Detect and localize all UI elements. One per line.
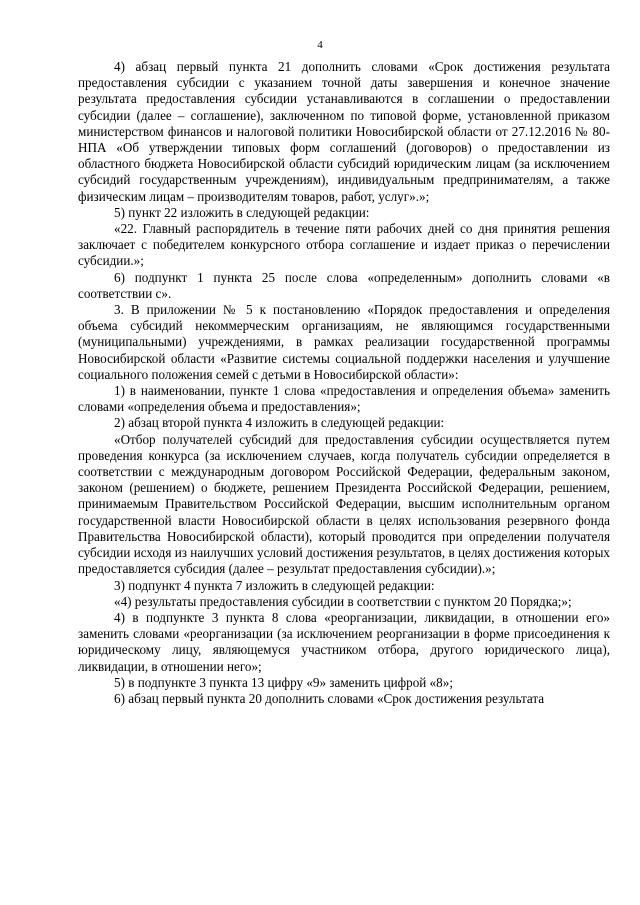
paragraph-selection-text: «Отбор получателей субсидий для предоставления субсидии осуществляется путем проведения конкурса (за исключением случаев, когда получатель субсидии определяется в соответствии с международным договором Российской Федерации, федеральным законом, законом (решением) о бюджете, решением Президента Российской Федерации, решением, принимаемым Правительством Российской Федерации, высшим исполнительным органом государственной власти Новосибирской области в целях использования резервного фонда Правительства Новосибирской области), который проводится при определении получателя субсидии исходя из наилучших условий достижения результатов, в целях достижения которых предоставляется субсидия (далее – результат предоставления субсидии).»; xyxy=(78,431,610,577)
paragraph-results-text: «4) результаты предоставления субсидии в соответствии с пунктом 20 Порядка;»; xyxy=(114,593,572,609)
paragraph-item-1-title: 1) в наименовании, пункте 1 слова «предоставления и определения объема» заменить словами «определения объема и предоставления»; xyxy=(78,383,610,415)
page-number: 4 xyxy=(317,39,323,51)
paragraph-item-4-clause-21: 4) абзац первый пункта 21 дополнить словами «Срок достижения результата предоставления субсидии с указанием точной даты завершения и конечное значение результата предоставления субсидии устанавливаются в соглашении о предоставлении субсидии (далее – соглашение), заключенном по типовой форме, установленной приказом министерством финансов и налоговой политики Новосибирской области от 27.12.2016 № 80-НПА «Об утверждении типовых форм соглашений (договоров) о предоставлении из областного бюджета Новосибирской области субсидий юридическим лицам (за исключением субсидий государственным учреждениям), индивидуальным предпринимателям, а также физическим лицам – производителям товаров, работ, услуг».»; xyxy=(78,59,610,204)
paragraph-clause-22-text: «22. Главный распорядитель в течение пяти рабочих дней со дня принятия решения заключает с победителем конкурсного отбора соглашение и издает приказ о перечислении субсидии.»; xyxy=(78,221,610,269)
paragraph-item-4-clause-8: 4) в подпункте 3 пункта 8 слова «реорганизации, ликвидации, в отношении его» заменить словами «реорганизации (за исключением реорганизации в форме присоединения к юридическому лицу, являющемуся участником отбора, другого юридического лица), ликвидации, в отношении него»; xyxy=(78,609,610,674)
document-body xyxy=(78,59,610,707)
paragraph-item-6-clause-20: 6) абзац первый пункта 20 дополнить словами «Срок достижения результата xyxy=(114,690,545,706)
paragraph-section-3-appendix-5: 3. В приложении № 5 к постановлению «Порядок предоставления и определения объема субсидий некоммерческим организациям, не являющимся государственными (муниципальными) учреждениями, в рамках реализации государственной программы Новосибирской области «Развитие системы социальной поддержки населения и улучшение социального положения семей с детьми в Новосибирской области»: xyxy=(78,302,610,382)
paragraph-item-3-clause-7: 3) подпункт 4 пункта 7 изложить в следующей редакции: xyxy=(114,577,435,593)
paragraph-item-5-clause-13: 5) в подпункте 3 пункта 13 цифру «9» заменить цифрой «8»; xyxy=(114,674,453,690)
paragraph-item-6-clause-25: 6) подпункт 1 пункта 25 после слова «определенным» дополнить словами «в соответствии с». xyxy=(78,269,610,301)
paragraph-item-2-clause-4: 2) абзац второй пункта 4 изложить в следующей редакции: xyxy=(114,415,445,431)
paragraph-item-5-clause-22: 5) пункт 22 изложить в следующей редакции: xyxy=(114,204,370,220)
